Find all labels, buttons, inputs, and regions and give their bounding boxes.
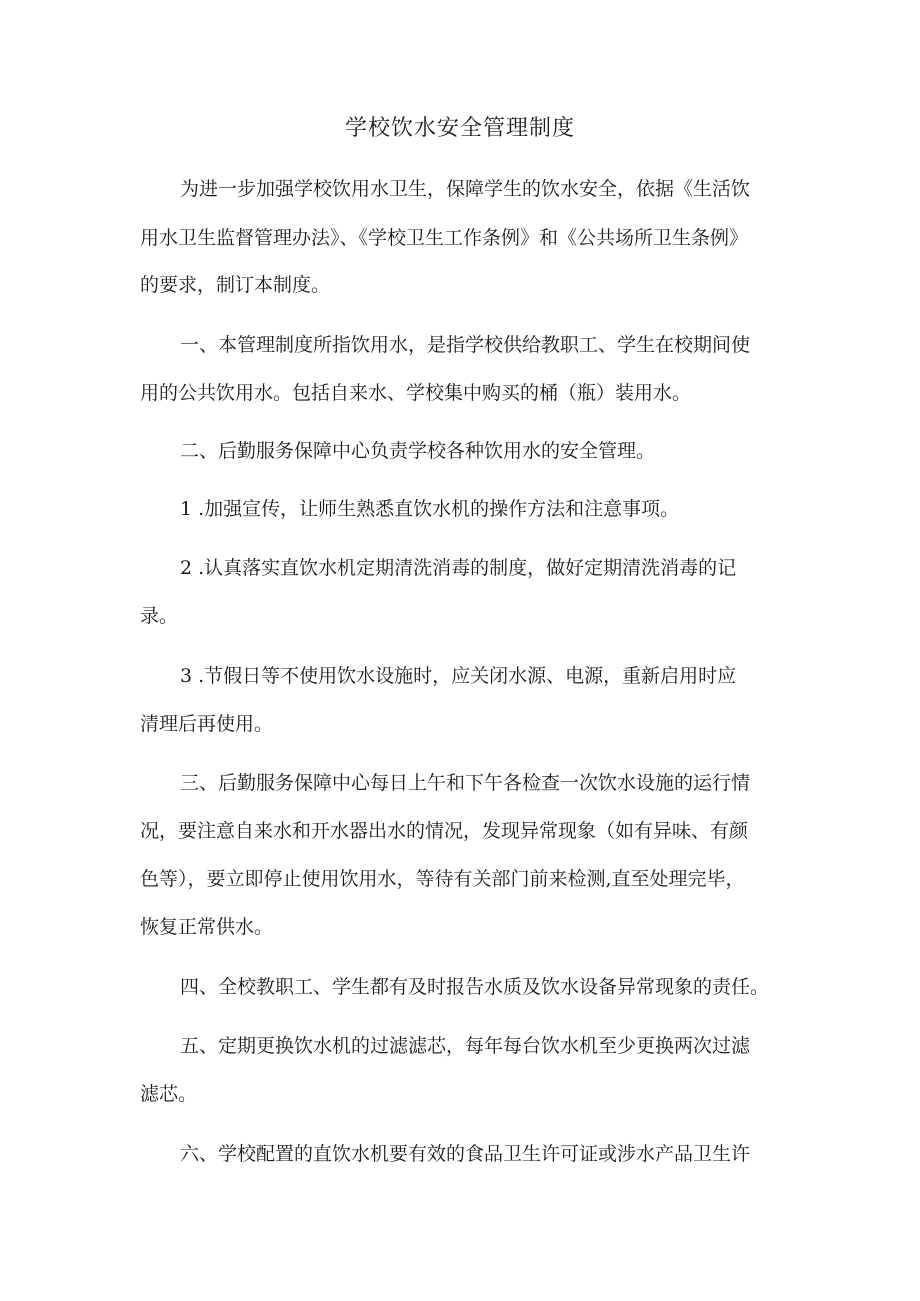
paragraph-item-6-line-1: 六、学校配置的直饮水机要有效的食品卫生许可证或涉水产品卫生许: [180, 1143, 751, 1165]
paragraph-item-2-3-line-1: 3 .节假日等不使用饮水设施时，应关闭水源、电源，重新启用时应: [180, 665, 737, 687]
paragraph-item-3-line-2: 况，要注意自来水和开水器出水的情况，发现异常现象（如有异味、有颜: [140, 820, 749, 842]
paragraph-item-2-2-line-1: 2 .认真落实直饮水机定期清洗消毒的制度，做好定期清洗消毒的记: [180, 557, 737, 579]
paragraph-item-2-2-line-2: 录。: [140, 605, 179, 627]
paragraph-item-3-line-1: 三、后勤服务保障中心每日上午和下午各检查一次饮水设施的运行情: [180, 772, 751, 794]
paragraph-item-4-line-1: 四、全校教职工、学生都有及时报告水质及饮水设备异常现象的责任。: [180, 976, 770, 998]
paragraph-item-1-line-2: 用的公共饮用水。包括自来水、学校集中购买的桶（瓶）装用水。: [140, 382, 692, 404]
paragraph-item-1-line-1: 一、本管理制度所指饮用水，是指学校供给教职工、学生在校期间使: [180, 334, 751, 356]
paragraph-item-5-line-1: 五、定期更换饮水机的过滤滤芯，每年每台饮水机至少更换两次过滤: [180, 1035, 751, 1057]
paragraph-item-2-1-line-1: 1 .加强宣传，让师生熟悉直饮水机的操作方法和注意事项。: [180, 498, 680, 520]
paragraph-item-3-line-3: 色等），要立即停止使用饮用水，等待有关部门前来检测,直至处理完毕，: [140, 868, 745, 890]
paragraph-item-2-line-1: 二、后勤服务保障中心负责学校各种饮用水的安全管理。: [180, 440, 656, 462]
paragraph-item-5-line-2: 滤芯。: [140, 1083, 198, 1105]
paragraph-intro-line-3: 的要求，制订本制度。: [140, 274, 331, 296]
paragraph-intro-line-2: 用水卫生监督管理办法》、《学校卫生工作条例》和《公共场所卫生条例》: [140, 227, 749, 249]
paragraph-intro-line-1: 为进一步加强学校饮用水卫生，保障学生的饮水安全，依据《生活饮: [180, 178, 751, 200]
document-title: 学校饮水安全管理制度: [344, 116, 575, 141]
paragraph-item-2-3-line-2: 清理后再使用。: [140, 713, 274, 735]
paragraph-item-3-line-4: 恢复正常供水。: [140, 916, 274, 938]
